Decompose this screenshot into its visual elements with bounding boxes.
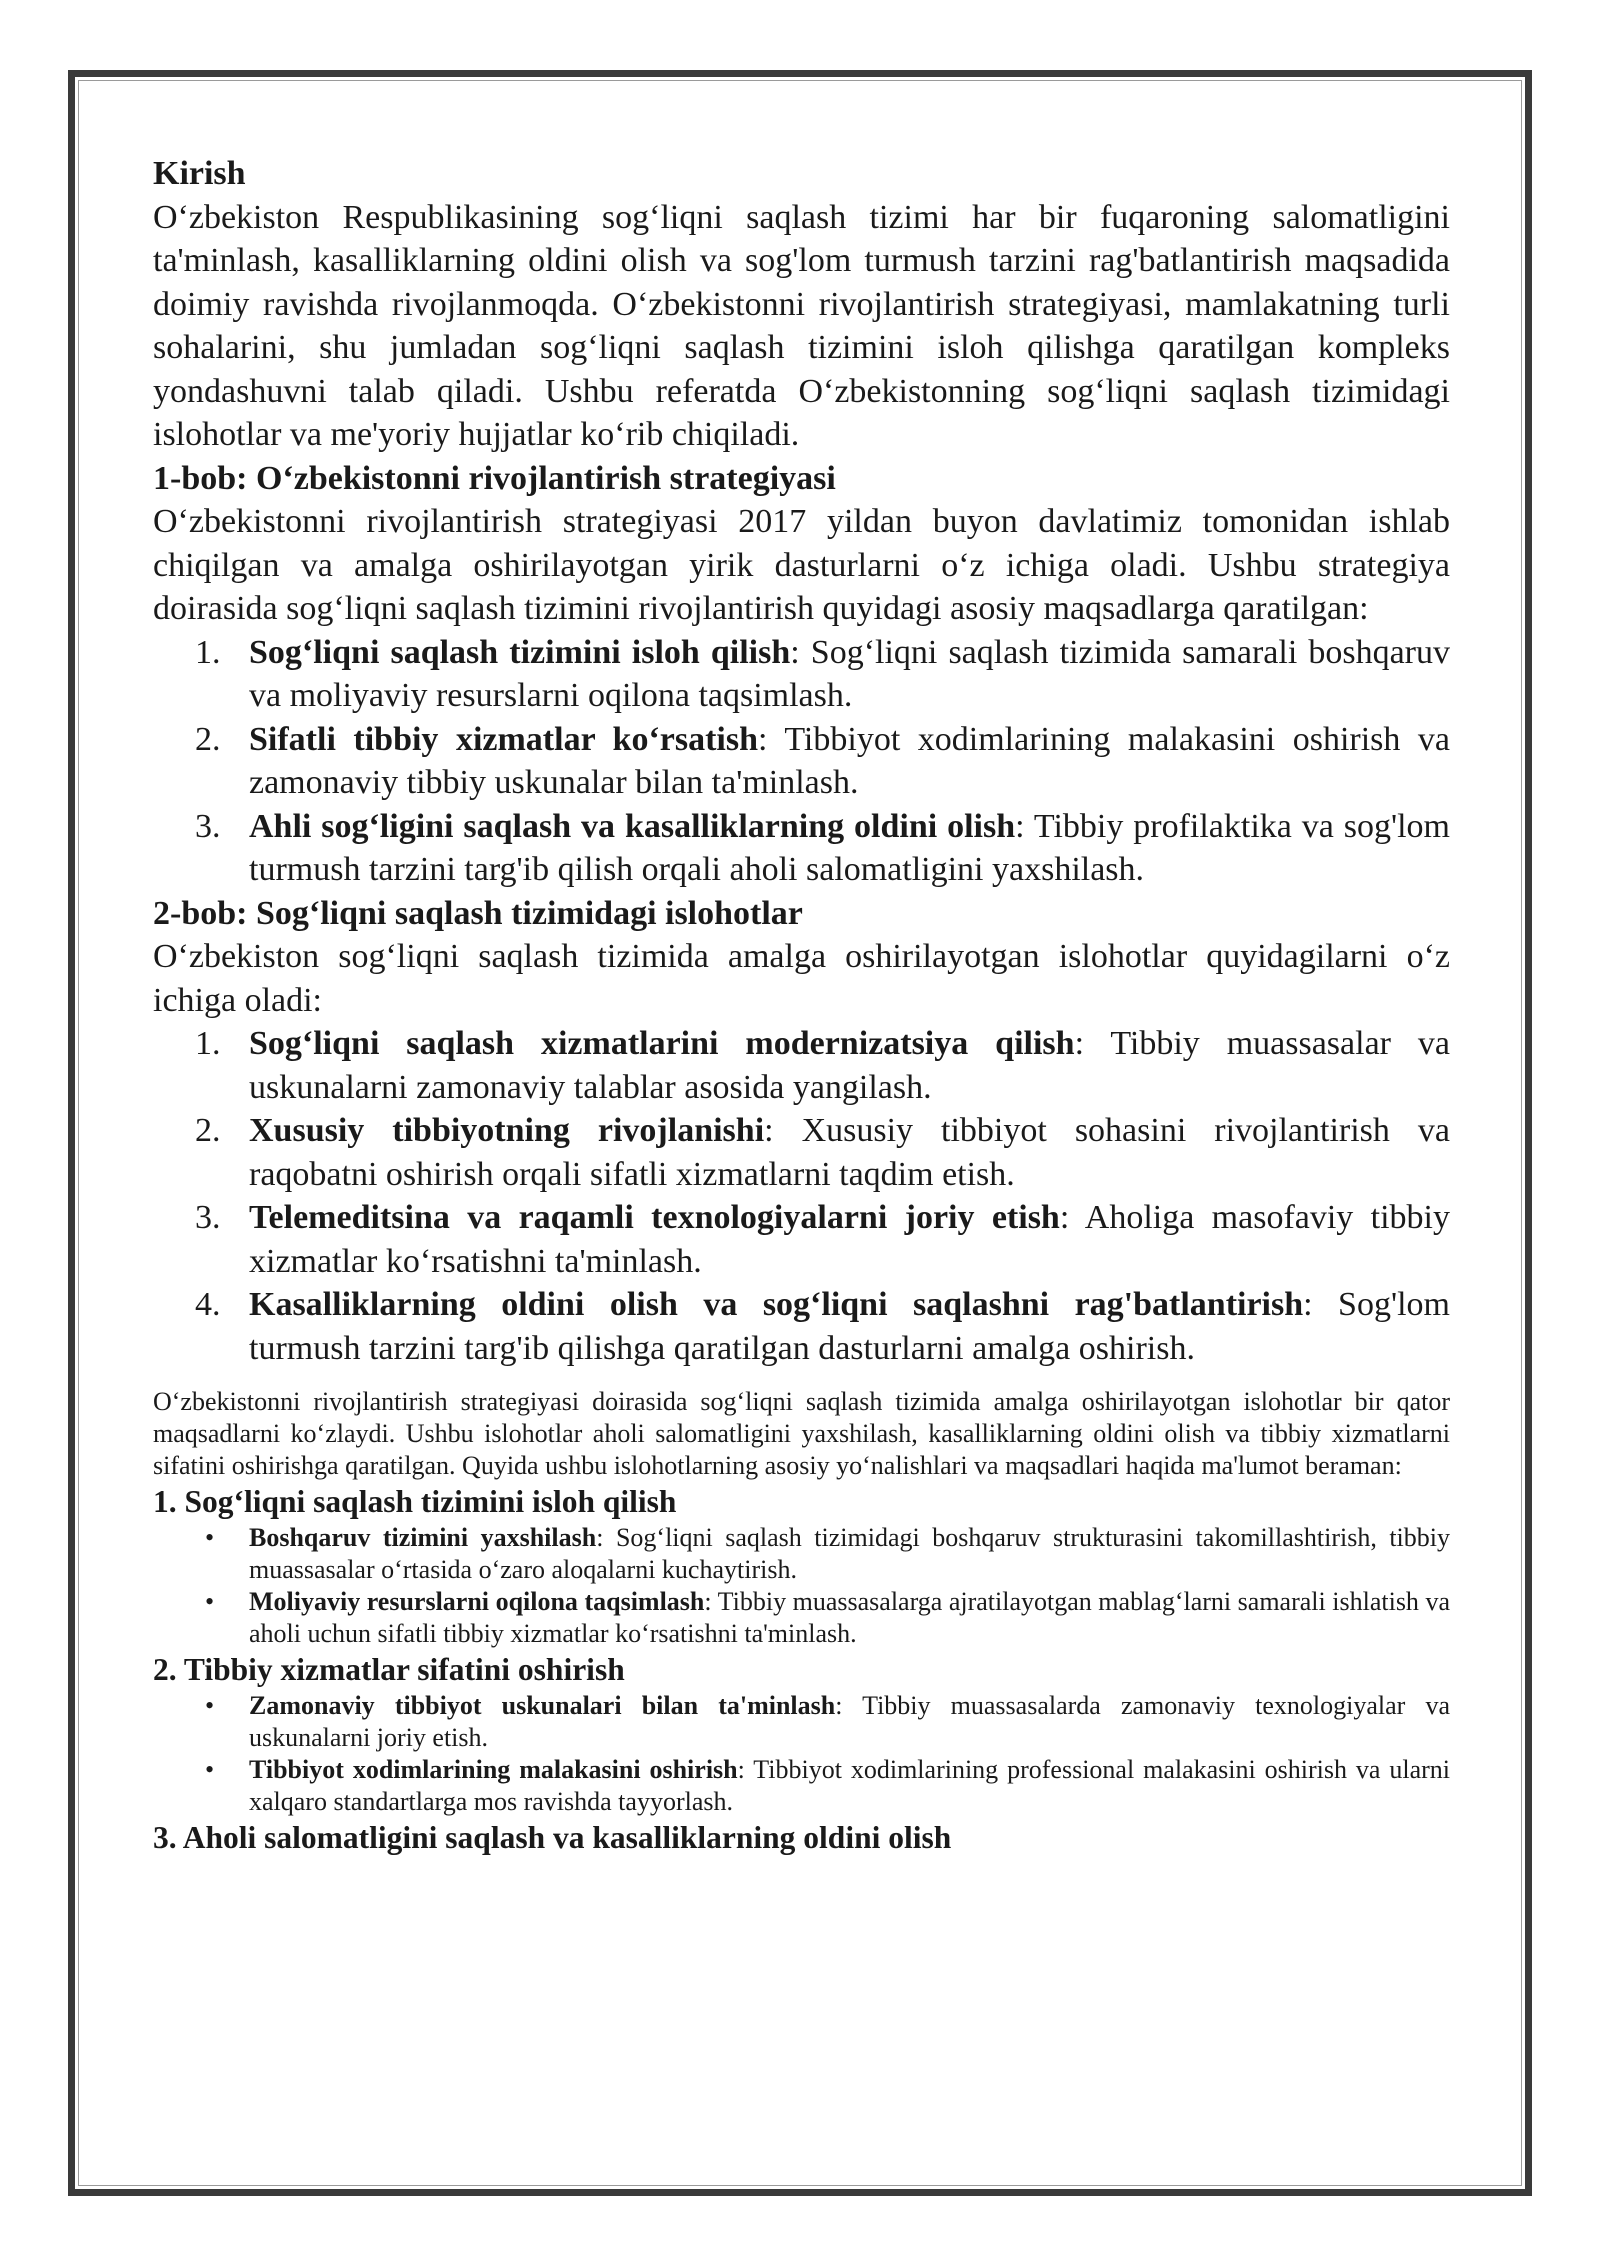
intro-paragraph: O‘zbekiston Respublikasining sog‘liqni saqlash tizimi har bir fuqaroning salomatligini ta'minlash, kasalliklarning oldini olish va sog'lom turmush tarzini rag'batlantirish maqsadida doimiy ravishda rivojlanmoqda. O‘zbekistonni rivojlantirish strategiyasi, mamlakatning turli sohalarini, shu jumladan sog‘liqni saqlash tizimini isloh qilishga qaratilgan kompleks yondashuvni talab qiladi. Ushbu referatda O‘zbekistonning sog‘liqni saqlash tizimidagi islohotlar va me'yoriy hujjatlar ko‘rib chiqiladi. xyxy=(153,198,1450,453)
list-item-title: Kasalliklarning oldini olish va sog‘liqni saqlashni rag'batlantirish xyxy=(249,1286,1304,1323)
chapter2-paragraph: O‘zbekiston sog‘liqni saqlash tizimida amalga oshirilayotgan islohotlar quyidagilarni o‘z ichiga oladi: xyxy=(153,938,1450,1019)
list-item-desc: : Tibbiy muassasalar va uskunalarni zamonaviy talablar asosida yangilash. xyxy=(249,1025,1450,1106)
intro-heading: Kirish xyxy=(153,155,246,192)
list-item xyxy=(153,718,1450,805)
section1-list xyxy=(153,1522,1450,1650)
bullet-item-desc: : Tibbiyot xodimlarining professional malakasini oshirish va ularni xalqaro standartlarga mos ravishda tayyorlash. xyxy=(249,1755,1450,1816)
bullet-item-desc: : Sog‘liqni saqlash tizimidagi boshqaruv strukturasini takomillashtirish, tibbiy muassasalar o‘rtasida o‘zaro aloqalarni kuchaytirish. xyxy=(249,1523,1450,1584)
chapter1-heading: 1-bob: O‘zbekistonni rivojlantirish strategiyasi xyxy=(153,459,836,497)
chapter2-heading: 2-bob: Sog‘liqni saqlash tizimidagi islohotlar xyxy=(153,894,803,932)
chapter1-paragraph: O‘zbekistonni rivojlantirish strategiyasi 2017 yildan buyon davlatimiz tomonidan ishlab chiqilgan va amalga oshirilayotgan yirik dasturlarni o‘z ichiga oladi. Ushbu strategiya doirasida sog‘liqni saqlash tizimini rivojlantirish quyidagi asosiy maqsadlarga qaratilgan: xyxy=(153,503,1450,627)
list-item-desc: : Xususiy tibbiyot sohasini rivojlantirish va raqobatni oshirish orqali sifatli xizmatlarni taqdim etish. xyxy=(249,1112,1450,1193)
list-item-title: Sifatli tibbiy xizmatlar ko‘rsatish xyxy=(249,720,759,758)
list-item-title: Telemeditsina va raqamli texnologiyalarni joriy etish xyxy=(249,1199,1060,1236)
bullet-item xyxy=(153,1754,1450,1818)
section1-heading: 1. Sog‘liqni saqlash tizimini isloh qilish xyxy=(153,1484,677,1519)
list-item-title: Xususiy tibbiyotning rivojlanishi xyxy=(249,1112,765,1149)
bullet-icon: • xyxy=(205,1755,215,1784)
bullet-item xyxy=(153,1690,1450,1754)
list-number: 1. xyxy=(195,633,221,671)
list-number: 2. xyxy=(195,1112,221,1149)
list-item xyxy=(153,1109,1450,1196)
section3-heading: 3. Aholi salomatligini saqlash va kasalliklarning oldini olish xyxy=(153,1820,952,1855)
list-number: 3. xyxy=(195,1199,221,1236)
chapter2-list xyxy=(153,1022,1450,1370)
list-number: 2. xyxy=(195,720,221,758)
list-number: 4. xyxy=(195,1286,221,1323)
list-item xyxy=(153,805,1450,892)
bullet-item-title: Moliyaviy resurslarni oqilona taqsimlash xyxy=(249,1587,705,1616)
list-item-desc: : Sog'lom turmush tarzini targ'ib qilishga qaratilgan dasturlarni amalga oshirish. xyxy=(249,1286,1450,1367)
section-gap xyxy=(153,1370,1450,1386)
bullet-item-title: Boshqaruv tizimini yaxshilash xyxy=(249,1523,597,1552)
section2-heading: 2. Tibbiy xizmatlar sifatini oshirish xyxy=(153,1652,625,1687)
bullet-item xyxy=(153,1586,1450,1650)
list-item-desc: : Tibbiyot xodimlarining malakasini oshirish va zamonaviy tibbiy uskunalar bilan ta'minlash. xyxy=(249,720,1450,801)
list-item-title: Sog‘liqni saqlash xizmatlarini modernizatsiya qilish xyxy=(249,1025,1075,1062)
bullet-item-desc: : Tibbiy muassasalarda zamonaviy texnologiyalar va uskunalarni joriy etish. xyxy=(249,1691,1450,1752)
list-item xyxy=(153,1022,1450,1109)
bullet-item-desc: : Tibbiy muassasalarga ajratilayotgan mablag‘larni samarali ishlatish va aholi uchun sifatli tibbiy xizmatlar ko‘rsatishni ta'minlash. xyxy=(249,1587,1451,1648)
list-item-desc: : Sog‘liqni saqlash tizimida samarali boshqaruv va moliyaviy resurslarni oqilona taqsimlash. xyxy=(249,633,1450,714)
bullet-item-title: Tibbiyot xodimlarining malakasini oshirish xyxy=(249,1755,738,1784)
bullet-item xyxy=(153,1522,1450,1586)
bullet-item-title: Zamonaviy tibbiyot uskunalari bilan ta'minlash xyxy=(249,1691,836,1720)
chapter1-list xyxy=(153,631,1450,892)
summary-paragraph: O‘zbekistonni rivojlantirish strategiyasi doirasida sog‘liqni saqlash tizimida amalga oshirilayotgan islohotlar bir qator maqsadlarni ko‘zlaydi. Ushbu islohotlar aholi salomatligini yaxshilash, kasalliklarning oldini olish va tibbiy xizmatlarni sifatini oshirishga qaratilgan. Quyida ushbu islohotlarning asosiy yo‘nalishlari va maqsadlari haqida ma'lumot beraman: xyxy=(153,1387,1450,1480)
section2-list xyxy=(153,1690,1450,1818)
bullet-icon: • xyxy=(205,1691,215,1720)
bullet-icon: • xyxy=(205,1523,215,1552)
list-item xyxy=(153,1196,1450,1283)
list-item-title: Ahli sog‘ligini saqlash va kasalliklarning oldini olish xyxy=(249,807,1016,845)
list-item xyxy=(153,1283,1450,1370)
list-number: 1. xyxy=(195,1025,221,1062)
list-number: 3. xyxy=(195,807,221,845)
list-item-desc: : Tibbiy profilaktika va sog'lom turmush tarzini targ'ib qilish orqali aholi salomatligini yaxshilash. xyxy=(249,807,1451,888)
list-item-title: Sog‘liqni saqlash tizimini isloh qilish xyxy=(249,633,791,671)
document-body xyxy=(153,152,1450,1858)
list-item-desc: : Aholiga masofaviy tibbiy xizmatlar ko‘rsatishni ta'minlash. xyxy=(249,1199,1450,1280)
bullet-icon: • xyxy=(205,1587,215,1616)
list-item xyxy=(153,631,1450,718)
